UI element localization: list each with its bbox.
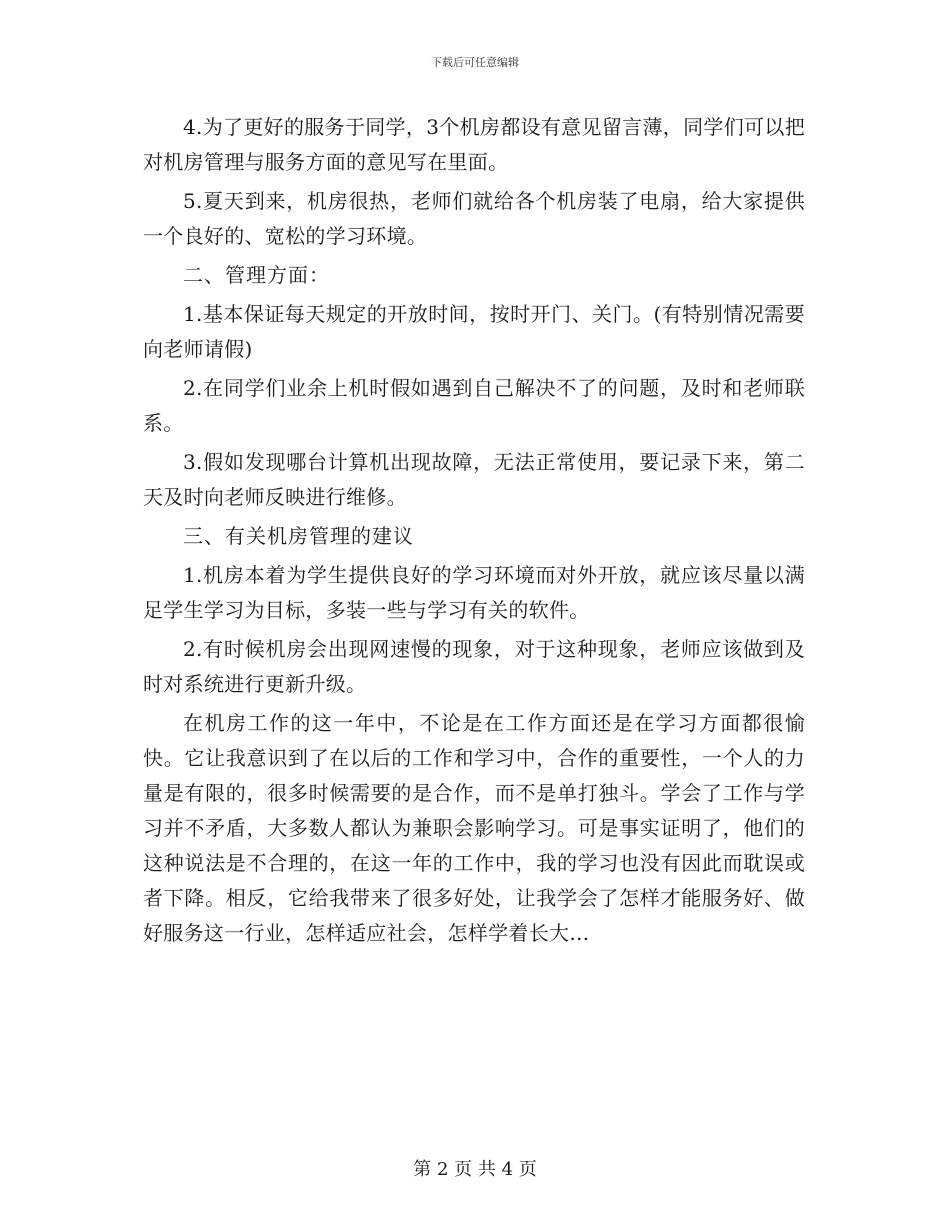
paragraph-suggestion-2: 2.有时候机房会出现网速慢的现象，对于这种现象，老师应该做到及时对系统进行更新升级。 [143, 637, 805, 696]
page-header-note: 下载后可任意编辑 [431, 56, 519, 69]
paragraph-management-3: 3.假如发现哪台计算机出现故障，无法正常使用，要记录下来，第二天及时向老师反映进行维修。 [143, 450, 805, 509]
paragraph-management-2: 2.在同学们业余上机时假如遇到自己解决不了的问题，及时和老师联系。 [143, 376, 805, 435]
page-number: 第 2 页 共 4 页 [413, 1159, 537, 1180]
paragraph-conclusion: 在机房工作的这一年中，不论是在工作方面还是在学习方面都很愉快。它让我意识到了在以后的工作和学习中，合作的重要性，一个人的力量是有限的，很多时候需要的是合作，而不是单打独斗。学会了工作与学习并不矛盾，大多数人都认为兼职会影响学习。可是事实证明了，他们的这种说法是不合理的，在这一年的工作中，我的学习也没有因此而耽误或者下降。相反，它给我带来了很多好处，让我学会了怎样才能服务好、做好服务这一行业，怎样适应社会，怎样学着长大… [143, 711, 805, 945]
paragraph-management-1: 1.基本保证每天规定的开放时间，按时开门、关门。(有特别情况需要向老师请假) [143, 302, 805, 361]
section-heading-suggestions: 三、有关机房管理的建议 [183, 524, 414, 548]
paragraph-suggestion-1: 1.机房本着为学生提供良好的学习环境而对外开放，就应该尽量以满足学生学习为目标，多装一些与学习有关的软件。 [143, 563, 805, 622]
paragraph-item-4: 4.为了更好的服务于同学，3个机房都设有意见留言薄，同学们可以把对机房管理与服务方面的意见写在里面。 [143, 115, 805, 174]
section-heading-management: 二、管理方面： [183, 263, 330, 287]
document-body [143, 110, 805, 955]
paragraph-item-5: 5.夏天到来，机房很热，老师们就给各个机房装了电扇，给大家提供一个良好的、宽松的学习环境。 [143, 189, 805, 248]
